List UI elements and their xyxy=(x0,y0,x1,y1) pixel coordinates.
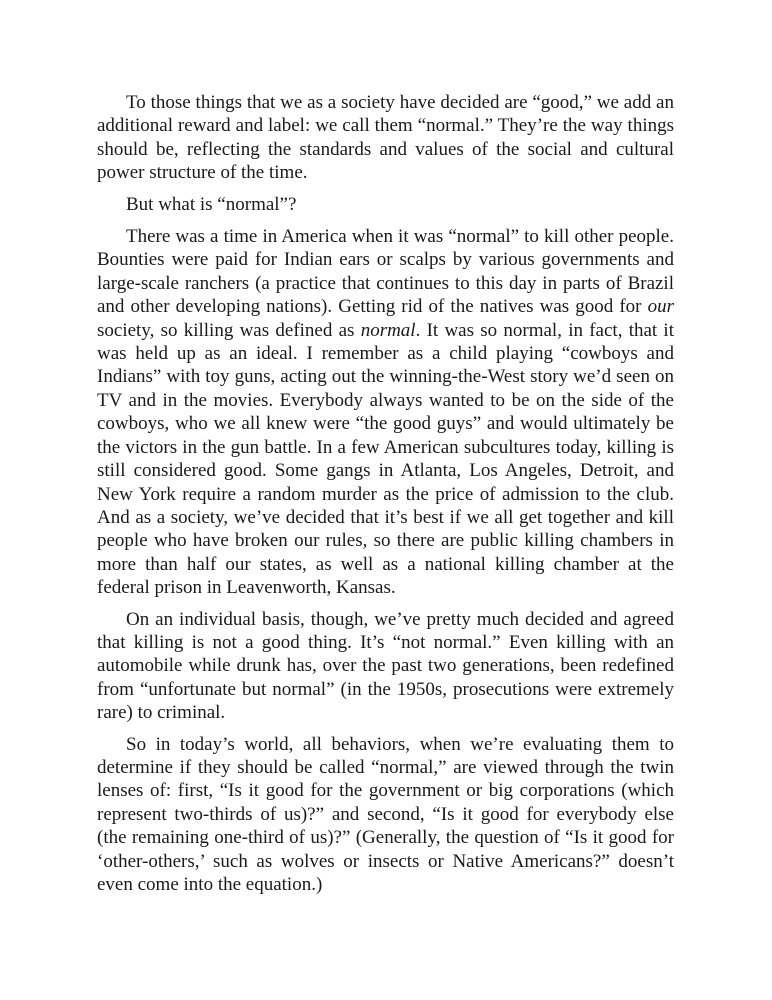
paragraph-normal-definition xyxy=(97,91,674,185)
text-segment: So in today’s world, all behaviors, when we’re evaluating them to determine if they should be called “normal,” are viewed through the twin lenses of: first, “Is it good for the government or big corporations (which represent two-thirds of us)?” and second, “Is it good for everybody else (the remaining one-third of us)?” (Generally, the question of “Is it good for ‘other-others,’ such as wolves or insects or Native Americans?” doesn’t even come into the equation.) xyxy=(97,733,674,895)
text-segment: To those things that we as a society have decided are “good,” we add an additional reward and label: we call them “normal.” They’re the way things should be, reflecting the standards and values of the social and cultural power structure of the time. xyxy=(97,92,674,184)
paragraph-history-killing xyxy=(97,225,674,600)
text-segment: But what is “normal”? xyxy=(126,193,297,215)
text-segment: society, so killing was defined as xyxy=(97,319,361,341)
book-page xyxy=(97,91,674,904)
italic-text-segment: normal xyxy=(360,319,416,341)
text-segment: There was a time in America when it was “normal” to kill other people. Bounties were paid for Indian ears or scalps by various governments and large-scale ranchers (a practice that continues to this day in parts of Brazil and other developing nations). Getting rid of the natives was good for xyxy=(97,226,674,318)
paragraph-twin-lenses xyxy=(97,733,674,897)
text-segment: . It was so normal, in fact, that it was held up as an ideal. I remember as a child playing “cowboys and Indians” with toy guns, acting out the winning-the-West story we’d seen on TV and in the movies. Everybody always wanted to be on the side of the cowboys, who we all knew were “the good guys” and would ultimately be the victors in the gun battle. In a few American subcultures today, killing is still considered good. Some gangs in Atlanta, Los Angeles, Detroit, and New York require a random murder as the price of admission to the club. And as a society, we’ve decided that it’s best if we all get together and kill people who have broken our rules, so there are public killing chambers in more than half our states, as well as a national killing chamber at the federal prison in Leavenworth, Kansas. xyxy=(97,319,674,599)
italic-text-segment: our xyxy=(647,296,674,318)
paragraph-individual-basis xyxy=(97,608,674,725)
paragraph-question xyxy=(97,193,674,216)
text-segment: On an individual basis, though, we’ve pretty much decided and agreed that killing is not a good thing. It’s “not normal.” Even killing with an automobile while drunk has, over the past two generations, been redefined from “unfortunate but normal” (in the 1950s, prosecutions were extremely rare) to criminal. xyxy=(97,608,674,724)
